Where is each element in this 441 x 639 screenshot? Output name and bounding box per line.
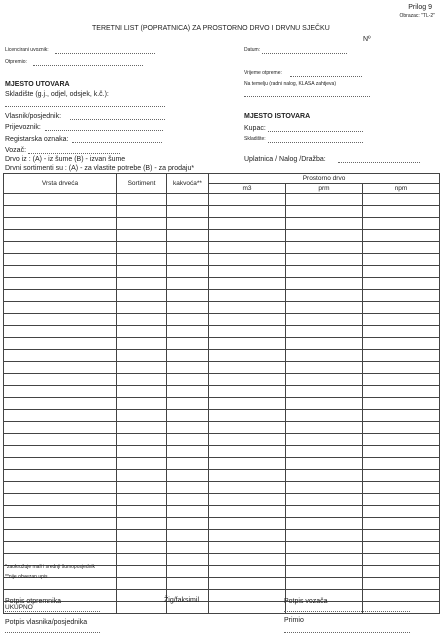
table-cell[interactable] (4, 482, 117, 494)
table-cell[interactable] (167, 530, 209, 542)
table-row (4, 434, 440, 446)
table-cell[interactable] (286, 494, 363, 506)
dispatch-time-label: Vrijeme otpreme: (244, 70, 282, 76)
table-cell[interactable] (4, 326, 117, 338)
table-cell[interactable] (363, 350, 440, 362)
table-cell[interactable] (167, 314, 209, 326)
table-cell[interactable] (286, 566, 363, 578)
table-row (4, 230, 440, 242)
table-cell[interactable] (117, 482, 167, 494)
table-cell[interactable] (209, 278, 286, 290)
table-cell[interactable] (209, 254, 286, 266)
table-cell[interactable] (363, 590, 440, 602)
table-cell[interactable] (209, 542, 286, 554)
table-cell[interactable] (167, 242, 209, 254)
table-cell[interactable] (4, 446, 117, 458)
table-cell[interactable] (286, 242, 363, 254)
table-cell[interactable] (363, 446, 440, 458)
table-cell[interactable] (286, 350, 363, 362)
table-cell[interactable] (286, 542, 363, 554)
table-cell[interactable] (167, 386, 209, 398)
form-code: Obrazac: "TL-2" (399, 13, 435, 19)
shipper-label: Otpremio: (5, 59, 27, 65)
table-row (4, 458, 440, 470)
table-cell[interactable] (117, 254, 167, 266)
table-cell[interactable] (117, 578, 167, 590)
table-cell[interactable] (363, 194, 440, 206)
table-cell[interactable] (117, 518, 167, 530)
table-cell[interactable] (363, 506, 440, 518)
table-cell[interactable] (117, 590, 167, 602)
table-cell[interactable] (286, 578, 363, 590)
table-cell[interactable] (4, 470, 117, 482)
table-cell[interactable] (4, 254, 117, 266)
table-cell[interactable] (4, 206, 117, 218)
table-cell[interactable] (167, 434, 209, 446)
table-cell[interactable] (4, 314, 117, 326)
form-number-label: Nº (363, 36, 371, 43)
table-row (4, 398, 440, 410)
table-cell[interactable] (167, 290, 209, 302)
table-cell[interactable] (363, 494, 440, 506)
table-cell[interactable] (117, 278, 167, 290)
table-cell[interactable] (363, 302, 440, 314)
table-cell[interactable] (4, 302, 117, 314)
table-cell[interactable] (4, 374, 117, 386)
table-cell[interactable] (209, 350, 286, 362)
form-title: TERETNI LIST (POPRATNICA) ZA PROSTORNO DRVO I DRVNU SJEČKU (92, 25, 330, 32)
footnote-1: *zaokružuje mali i srednji šumoposjednik (5, 564, 96, 570)
table-cell[interactable] (117, 362, 167, 374)
table-cell[interactable] (4, 530, 117, 542)
table-cell[interactable] (363, 290, 440, 302)
table-cell[interactable] (4, 350, 117, 362)
basis-line[interactable] (244, 96, 370, 97)
table-cell[interactable] (286, 458, 363, 470)
table-cell[interactable] (363, 398, 440, 410)
unloading-warehouse-label: Skladište: (244, 136, 266, 142)
wood-origin-label: Drvo iz : (A) - iz šume (B) - izvan šume (5, 156, 126, 163)
table-cell[interactable] (363, 254, 440, 266)
driver-signature-line[interactable] (284, 611, 410, 612)
table-row (4, 194, 440, 206)
table-cell[interactable] (117, 266, 167, 278)
table-cell[interactable] (363, 482, 440, 494)
table-cell[interactable] (4, 290, 117, 302)
table-cell[interactable] (209, 506, 286, 518)
table-cell[interactable] (363, 326, 440, 338)
table-row (4, 338, 440, 350)
table-cell[interactable] (209, 554, 286, 566)
table-cell[interactable] (286, 470, 363, 482)
driver-label: Vozač: (5, 147, 27, 154)
owner-line[interactable] (70, 119, 165, 120)
table-cell[interactable] (209, 422, 286, 434)
table-cell[interactable] (167, 194, 209, 206)
table-cell[interactable] (167, 266, 209, 278)
table-cell[interactable] (363, 434, 440, 446)
table-cell[interactable] (117, 566, 167, 578)
table-cell[interactable] (167, 398, 209, 410)
table-cell[interactable] (4, 458, 117, 470)
table-cell[interactable] (117, 434, 167, 446)
table-cell[interactable] (209, 290, 286, 302)
table-cell[interactable] (286, 374, 363, 386)
table-cell[interactable] (286, 254, 363, 266)
table-cell[interactable] (4, 218, 117, 230)
table-cell[interactable] (209, 362, 286, 374)
table-cell[interactable] (117, 386, 167, 398)
table-cell[interactable] (363, 230, 440, 242)
table-cell[interactable] (209, 470, 286, 482)
table-cell[interactable] (167, 422, 209, 434)
table-cell[interactable] (363, 566, 440, 578)
table-cell[interactable] (167, 410, 209, 422)
table-cell[interactable] (117, 422, 167, 434)
table-cell[interactable] (117, 410, 167, 422)
table-body (4, 194, 440, 614)
col-npm-header: npm (363, 184, 440, 194)
buyer-line[interactable] (268, 131, 363, 132)
table-cell[interactable] (4, 266, 117, 278)
table-cell[interactable] (4, 362, 117, 374)
table-cell[interactable] (4, 518, 117, 530)
table-cell[interactable] (209, 578, 286, 590)
table-cell[interactable] (117, 302, 167, 314)
table-cell[interactable] (209, 482, 286, 494)
shipper-signature-line[interactable] (5, 611, 100, 612)
table-cell[interactable] (286, 314, 363, 326)
table-cell[interactable] (209, 218, 286, 230)
col-prm-header: prm (286, 184, 363, 194)
loading-warehouse-line[interactable] (5, 106, 165, 107)
table-cell[interactable] (117, 446, 167, 458)
table-cell[interactable] (167, 518, 209, 530)
table-cell[interactable] (209, 374, 286, 386)
table-row (4, 278, 440, 290)
licensed-importer-line[interactable] (55, 53, 155, 54)
dispatch-time-line[interactable] (290, 76, 362, 77)
table-row (4, 542, 440, 554)
table-cell[interactable] (4, 506, 117, 518)
shipper-line[interactable] (33, 65, 143, 66)
date-label: Datum: (244, 47, 261, 53)
table-cell[interactable] (117, 242, 167, 254)
table-cell[interactable] (286, 506, 363, 518)
table-cell[interactable] (167, 566, 209, 578)
wood-table (3, 173, 440, 614)
table-cell[interactable] (167, 278, 209, 290)
unloading-heading: MJESTO ISTOVARA (244, 113, 311, 120)
table-cell[interactable] (117, 218, 167, 230)
payment-line[interactable] (338, 162, 420, 163)
table-row (4, 470, 440, 482)
table-cell[interactable] (209, 590, 286, 602)
received-label: Primio (284, 617, 304, 624)
table-row (4, 350, 440, 362)
table-cell[interactable] (286, 302, 363, 314)
total-cell[interactable] (209, 602, 286, 614)
table-cell[interactable] (286, 278, 363, 290)
payment-label: Uplatnica / Nalog /Dražba: (244, 156, 326, 163)
table-cell[interactable] (167, 230, 209, 242)
basis-label: Na temelju (radni nalog, KLASA zahtjeva) (244, 81, 336, 87)
total-label: UKUPNO (4, 602, 117, 614)
table-cell[interactable] (167, 554, 209, 566)
table-row (4, 506, 440, 518)
table-row (4, 326, 440, 338)
table-cell[interactable] (286, 422, 363, 434)
table-row (4, 314, 440, 326)
table-cell[interactable] (209, 194, 286, 206)
table-cell[interactable] (286, 266, 363, 278)
table-cell[interactable] (209, 530, 286, 542)
loading-warehouse-label: Skladište (g.j., odjel, odsjek, k.č.): (5, 91, 109, 98)
table-cell[interactable] (286, 386, 363, 398)
table-cell[interactable] (117, 314, 167, 326)
table-cell[interactable] (209, 446, 286, 458)
table-cell[interactable] (363, 338, 440, 350)
table-cell[interactable] (167, 338, 209, 350)
table-cell[interactable] (209, 326, 286, 338)
table-cell[interactable] (4, 422, 117, 434)
table-cell[interactable] (117, 542, 167, 554)
table-row (4, 362, 440, 374)
table-row (4, 302, 440, 314)
table-row (4, 254, 440, 266)
registration-line[interactable] (72, 142, 162, 143)
col-m3-header: m3 (209, 184, 286, 194)
table-cell[interactable] (286, 446, 363, 458)
table-cell[interactable] (117, 326, 167, 338)
table-cell[interactable] (4, 230, 117, 242)
table-cell[interactable] (363, 422, 440, 434)
table-cell[interactable] (286, 434, 363, 446)
table-cell[interactable] (363, 578, 440, 590)
table-cell[interactable] (4, 278, 117, 290)
total-cell[interactable] (117, 602, 167, 614)
table-row (4, 374, 440, 386)
table-cell[interactable] (209, 410, 286, 422)
table-cell[interactable] (209, 386, 286, 398)
table-cell[interactable] (209, 398, 286, 410)
table-row (4, 218, 440, 230)
table-cell[interactable] (167, 458, 209, 470)
table-cell[interactable] (209, 314, 286, 326)
table-cell[interactable] (4, 242, 117, 254)
table-cell[interactable] (209, 518, 286, 530)
table-cell[interactable] (209, 434, 286, 446)
table-cell[interactable] (4, 338, 117, 350)
table-cell[interactable] (286, 530, 363, 542)
driver-line[interactable] (28, 153, 120, 154)
driver-signature-label: Potpis vozača (284, 598, 328, 605)
table-cell[interactable] (209, 338, 286, 350)
unloading-warehouse-line[interactable] (268, 142, 363, 143)
table-cell[interactable] (363, 542, 440, 554)
table-cell[interactable] (286, 362, 363, 374)
table-cell[interactable] (167, 362, 209, 374)
table-cell[interactable] (286, 230, 363, 242)
table-cell[interactable] (167, 374, 209, 386)
owner-label: Vlasnik/posjednik: (5, 113, 62, 120)
owner-signature-line[interactable] (5, 632, 100, 633)
table-cell[interactable] (117, 554, 167, 566)
table-cell[interactable] (286, 326, 363, 338)
table-row (4, 482, 440, 494)
registration-label: Registarska oznaka: (5, 136, 69, 143)
col-assortment-header: Sortiment (117, 174, 167, 194)
table-cell[interactable] (117, 290, 167, 302)
col-species-header: Vrsta drveća (4, 174, 117, 194)
table-cell[interactable] (209, 494, 286, 506)
licensed-importer-label: Licencirani uvoznik: (5, 47, 49, 53)
table-row (4, 266, 440, 278)
owner-signature-label: Potpis vlasnika/posjednika (5, 619, 88, 626)
table-cell[interactable] (117, 470, 167, 482)
table-cell[interactable] (363, 218, 440, 230)
table-cell[interactable] (363, 362, 440, 374)
table-row (4, 590, 440, 602)
table-cell[interactable] (4, 434, 117, 446)
table-cell[interactable] (4, 542, 117, 554)
carrier-label: Prijevoznik: (5, 124, 41, 131)
table-cell[interactable] (209, 458, 286, 470)
table-cell[interactable] (286, 398, 363, 410)
table-cell[interactable] (363, 206, 440, 218)
table-cell[interactable] (4, 410, 117, 422)
table-row (4, 410, 440, 422)
table-cell[interactable] (286, 194, 363, 206)
table-cell[interactable] (286, 290, 363, 302)
col-quality-header: kakvoća** (167, 174, 209, 194)
table-cell[interactable] (117, 530, 167, 542)
table-cell[interactable] (286, 518, 363, 530)
table-cell[interactable] (4, 398, 117, 410)
table-cell[interactable] (363, 266, 440, 278)
shipper-signature-label: Potpis otpremnika (5, 598, 62, 605)
table-cell[interactable] (363, 410, 440, 422)
date-line[interactable] (262, 53, 347, 54)
table-cell[interactable] (363, 458, 440, 470)
table-cell[interactable] (167, 542, 209, 554)
table-row (4, 518, 440, 530)
table-cell[interactable] (363, 314, 440, 326)
carrier-line[interactable] (45, 130, 163, 131)
table-cell[interactable] (286, 410, 363, 422)
col-group-header: Prostorno drvo (209, 174, 440, 184)
table-cell[interactable] (167, 578, 209, 590)
table-cell[interactable] (167, 494, 209, 506)
table-row (4, 422, 440, 434)
received-line[interactable] (284, 632, 410, 633)
loading-heading: MJESTO UTOVARA (5, 81, 70, 88)
table-cell[interactable] (209, 242, 286, 254)
table-cell[interactable] (286, 338, 363, 350)
table-row (4, 446, 440, 458)
table-cell[interactable] (209, 206, 286, 218)
table-cell[interactable] (286, 554, 363, 566)
table-cell[interactable] (363, 374, 440, 386)
table-cell[interactable] (286, 206, 363, 218)
table-cell[interactable] (117, 374, 167, 386)
table-cell[interactable] (167, 206, 209, 218)
table-cell[interactable] (209, 566, 286, 578)
table-cell[interactable] (4, 194, 117, 206)
table-row (4, 386, 440, 398)
assortment-purpose-label: Drvni sortimenti su : (A) - za vlastite potrebe (B) - za prodaju* (5, 165, 195, 172)
table-cell[interactable] (363, 518, 440, 530)
table-cell[interactable] (117, 338, 167, 350)
table-cell[interactable] (363, 386, 440, 398)
table-cell[interactable] (167, 506, 209, 518)
table-cell[interactable] (117, 506, 167, 518)
table-cell[interactable] (117, 494, 167, 506)
table-cell[interactable] (363, 242, 440, 254)
table-cell[interactable] (167, 470, 209, 482)
table-cell[interactable] (117, 398, 167, 410)
table-cell[interactable] (117, 350, 167, 362)
table-cell[interactable] (286, 218, 363, 230)
table-cell[interactable] (117, 206, 167, 218)
table-cell[interactable] (167, 350, 209, 362)
table-cell[interactable] (363, 278, 440, 290)
table-cell[interactable] (4, 494, 117, 506)
table-row (4, 530, 440, 542)
table-cell[interactable] (4, 386, 117, 398)
table-cell[interactable] (363, 554, 440, 566)
annex-label: Prilog 9 (408, 4, 432, 11)
table-cell[interactable] (209, 302, 286, 314)
table-cell[interactable] (363, 470, 440, 482)
table-cell[interactable] (286, 482, 363, 494)
table-row (4, 494, 440, 506)
table-row (4, 290, 440, 302)
table-cell[interactable] (167, 218, 209, 230)
table-cell[interactable] (363, 530, 440, 542)
stamp-label: Žig/faksimil (164, 597, 200, 604)
table-cell[interactable] (167, 254, 209, 266)
table-cell[interactable] (209, 230, 286, 242)
table-cell[interactable] (167, 302, 209, 314)
footnote-2: **nije obvezan upis (5, 574, 48, 580)
table-cell[interactable] (209, 266, 286, 278)
table-cell[interactable] (117, 194, 167, 206)
table-row (4, 242, 440, 254)
table-cell[interactable] (117, 230, 167, 242)
table-cell[interactable] (167, 446, 209, 458)
buyer-label: Kupac: (244, 125, 266, 132)
table-row (4, 578, 440, 590)
table-cell[interactable] (167, 482, 209, 494)
table-cell[interactable] (167, 326, 209, 338)
table-cell[interactable] (117, 458, 167, 470)
table-row (4, 206, 440, 218)
